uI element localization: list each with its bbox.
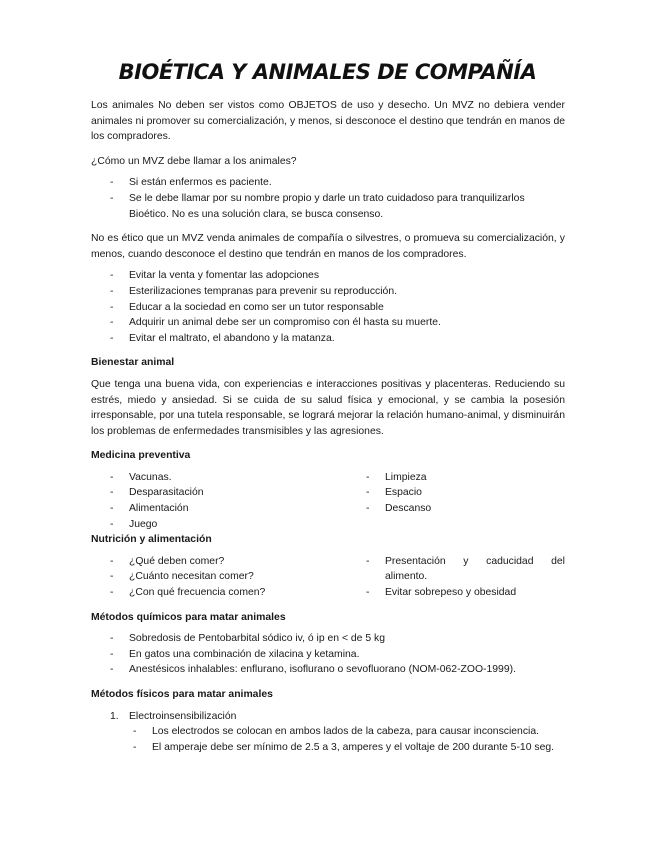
list-item: - Descanso [347, 501, 565, 517]
intro-paragraph: Los animales No deben ser vistos como OBJETOS de uso y desecho. Un MVZ no debiera vender animales ni promover su comercialización, y menos, si desconoce el destino que tendrán en manos de los compradores. [91, 100, 565, 143]
question-line: ¿Cómo un MVZ debe llamar a los animales? [91, 155, 297, 167]
list-item: - Anestésicos inhalables: enflurano, isoflurano o sevofluorano (NOM-062-ZOO-1999). [91, 662, 565, 678]
list-item: - En gatos una combinación de xilacina y ketamina. [91, 647, 565, 663]
ethics-paragraph: No es ético que un MVZ venda animales de compañía o silvestres, o promueva su comercialización, y menos, cuando desconoce el destino que tendrán en manos de los compradores. [91, 233, 565, 260]
step-sublist [91, 724, 565, 755]
section-heading-welfare: Bienestar animal [91, 357, 175, 369]
list-item: - Espacio [347, 485, 565, 501]
step-label: Electroinsensibilización [129, 710, 237, 722]
list-item: - Presentación y caducidad del alimento. [347, 554, 565, 585]
nutrition-list-right [347, 554, 565, 601]
list-item: - Los electrodos se colocan en ambos lados de la cabeza, para causar inconsciencia. [91, 724, 565, 740]
list-item: - Evitar la venta y fomentar las adopciones [91, 268, 565, 284]
section-heading-nutrition: Nutrición y alimentación [91, 534, 212, 546]
step-number: 1. [110, 710, 119, 722]
list-item: - ¿Cuánto necesitan comer? [91, 569, 347, 585]
section-heading-preventive: Medicina preventiva [91, 450, 191, 462]
list-item: - ¿Con qué frecuencia comen? [91, 585, 347, 601]
list-item: - Vacunas. [91, 470, 347, 486]
list-item: - Juego [91, 517, 347, 533]
nutrition-list-left [91, 554, 347, 601]
list-item: - Educar a la sociedad en como ser un tutor responsable [91, 300, 565, 316]
list-item: - Si están enfermos es paciente. [91, 175, 565, 191]
preventive-list-left [91, 470, 347, 532]
list-item: - Desparasitación [91, 485, 347, 501]
list-item: - Se le debe llamar por su nombre propio y darle un trato cuidadoso para tranquilizarlos Bioético. No es una solución clara, se busca consenso. [91, 191, 565, 222]
list-item: - Evitar el maltrato, el abandono y la matanza. [91, 331, 565, 347]
ethics-list [91, 268, 565, 346]
welfare-paragraph: Que tenga una buena vida, con experiencias e interacciones positivas y placenteras. Reduciendo su estrés, miedo y ansiedad. Si se cuida de su salud física y emocional, y se cambia la posesión irresponsable, por una tutela responsable, se logrará mejorar la relación humano-animal, y disminuirán los problemas de enfermedades transmisibles y las agresiones. [91, 378, 565, 437]
list-item: - Limpieza [347, 470, 565, 486]
list-item: - Alimentación [91, 501, 347, 517]
preventive-list-right [347, 470, 565, 532]
list-item: - Evitar sobrepeso y obesidad [347, 585, 565, 601]
list-item: - Sobredosis de Pentobarbital sódico iv, ó ip en < de 5 kg [91, 631, 565, 647]
list-item: - ¿Qué deben comer? [91, 554, 347, 570]
document-title: BIOÉTICA Y ANIMALES DE COMPAÑÍA [118, 60, 537, 84]
section-heading-physical: Métodos físicos para matar animales [91, 689, 273, 700]
section-heading-chemical: Métodos químicos para matar animales [91, 611, 286, 623]
document-body [91, 98, 565, 755]
list-item: - El amperaje debe ser mínimo de 2.5 a 3, amperes y el voltaje de 200 durante 5-10 seg. [91, 740, 565, 756]
numbered-step [91, 709, 565, 756]
call-list [91, 175, 565, 222]
preventive-columns [91, 470, 565, 532]
chemical-list [91, 631, 565, 678]
list-item: - Adquirir un animal debe ser un compromiso con él hasta su muerte. [91, 315, 565, 331]
physical-steps [91, 709, 565, 756]
nutrition-columns [91, 554, 565, 601]
list-item: - Esterilizaciones tempranas para prevenir su reproducción. [91, 284, 565, 300]
